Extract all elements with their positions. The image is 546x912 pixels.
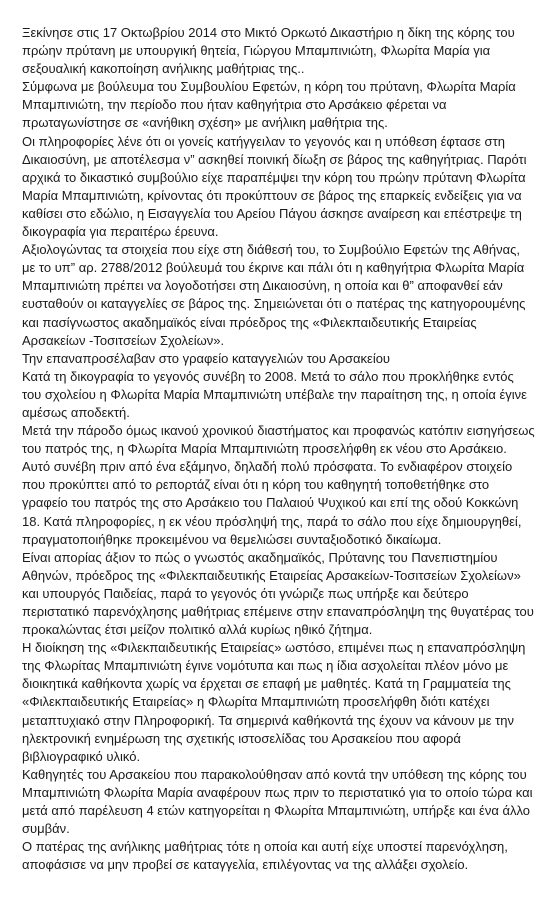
paragraph-resignation: Κατά τη δικογραφία το γεγονός συνέβη το 2008. Μετά το σάλο που προκλήθηκε εντός του σχολείου η Φλωρίτα Μαρία Μπαμπινιώτη υπέβαλε την παραίτηση της, η οποία έγινε αμέσως αποδεκτή. [22, 368, 527, 420]
paragraph-prosecution: Οι πληροφορίες λένε ότι οι γονείς κατήγγειλαν το γεγονός και η υπόθεση έφτασε στη Δικαιοσύνη, με αποτέλεσμα ν” ασκηθεί ποινική δίωξη σε βάρος της καθηγήτριας. Παρότι αρχικά το δικαστικό συμβούλιο είχε παραπέμψει την κόρη του πρώην πρύτανη Φλωρίτα Μαρία Μπαμπινιώτη, κρίνοντας ότι προκύπτουν σε βάρος της επαρκείς ενδείξεις για να καθίσει στο εδώλιο, η Εισαγγελία του Αρείου Πάγου άσκησε αναίρεση και επέστρεψε τη δικογραφία για περαιτέρω έρευνα. [22, 133, 527, 240]
paragraph-administration-response: Η διοίκηση της «Φιλεκπαιδευτικής Εταιρείας» ωστόσο, επιμένει πως η επαναπρόσληψη της Φλωρίτας Μπαμπινιώτη έγινε νομότυπα και πως η ίδια ασχολείται πλέον μόνο με διοικητικά καθήκοντα χωρίς να έρχεται σε επαφή με μαθητές. Κατά τη Γραμματεία της «Φιλεκπαιδευτικής Εταιρείας» η Φλωρίτα Μπαμπινιώτη προσελήφθη διότι κατέχει μεταπτυχιακό στην Πληροφορική. Τα σημερινά καθήκοντά της έχουν να κάνουν με την ηλεκτρονική ενημέρωση της σχετικής ιστοσελίδας του Αρσακείου που αφορά βιβλιογραφικό υλικό. [22, 640, 526, 764]
paragraph-father-decision: Ο πατέρας της ανήλικης μαθήτριας τότε η οποία και αυτή είχε υποστεί παρενόχληση, αποφάσισε να μην προβεί σε καταγγελία, επιλέγοντας να της αλλάξει σχολείο. [22, 839, 508, 873]
paragraph-rehiring: Μετά την πάροδο όμως ικανού χρονικού διαστήματος και προφανώς κατόπιν εισηγήσεως του πατρός της, η Φλωρίτα Μαρία Μπαμπινιώτη προσελήφθη εκ νέου στο Αρσάκειο. Αυτό συνέβη πριν από ένα εξάμηνο, δηλαδή πολύ πρόσφατα. Το ενδιαφέρον στοιχείο που προκύπτει από το ρεπορτάζ είναι ότι η κόρη του καθηγητή τοποθετήθηκε στο γραφείο του πατρός της στο Αρσάκειο του Παλαιού Ψυχικού και επί της οδού Κοκκώνη 18. Κατά πληροφορίες, η εκ νέου πρόσληψή της, παρά το σάλο που είχε δημιουργηθεί, πραγματοποιήθηκε προκειμένου να θεμελιώσει συνταξιοδοτικό δικαίωμα. [22, 423, 535, 547]
paragraph-trial-start: Ξεκίνησε στις 17 Οκτωβρίου 2014 στο Μικτό Ορκωτό Δικαστήριο η δίκη της κόρης του πρώην πρύτανη με υπουργική θητεία, Γιώργου Μπαμπινιώτη, Φλωρίτα Μαρία για σεξουαλική κακοποίηση ανήλικης μαθήτριας της.. [22, 25, 515, 77]
paragraph-teachers-account: Καθηγητές του Αρσακείου που παρακολούθησαν από κοντά την υπόθεση της κόρης του Μπαμπινιώτη Φλωρίτα Μαρία αναφέρουν πως πριν το περιστατικό για το οποίο τώρα και μετά από παρέλευση 4 ετών κατηγορείται η Φλωρίτα Μπαμπινιώτη, υπήρξε και ένα άλλο συμβάν. [22, 766, 533, 837]
paragraph-question: Είναι απορίας άξιον το πώς ο γνωστός ακαδημαϊκός, Πρύτανης του Πανεπιστημίου Αθηνών, πρόεδρος της «Φιλεκπαιδευτικής Εταιρείας Αρσακείων-Τοσιτσείων Σχολείων» και υπουργός Παιδείας, παρά το γεγονός ότι γνώριζε πως υπήρξε και δεύτερο περιστατικό παρενόχλησης μαθήτριας επέμεινε στην επαναπρόσληψη της θυγατέρας του προκαλώντας έτσι μείζον πολιτικό αλλά κυρίως ηθικό ζήτημα. [22, 549, 534, 638]
paragraph-rehired-subheading: Την επαναπροσέλαβαν στο γραφείο καταγγελιών του Αρσακείου [22, 350, 391, 366]
paragraph-appeals-decision: Αξιολογώντας τα στοιχεία που είχε στη διάθεσή του, το Συμβούλιο Εφετών της Αθήνας, με το υπ” αρ. 2788/2012 βούλευμά του έκρινε και πάλι ότι η καθηγήτρια Φλωρίτα Μαρία Μπαμπινιώτη πρέπει να λογοδοτήσει στη Δικαιοσύνη, η οποία και θ” αποφανθεί εάν ευσταθούν οι καταγγελίες σε βάρος της. Σημειώνεται ότι ο πατέρας της κατηγορουμένης και πασίγνωστος ακαδημαϊκός είναι πρόεδρος της «Φιλεκπαιδευτικής Εταιρείας Αρσακείων -Τοσιτσείων Σχολείων». [22, 242, 526, 348]
paragraph-council-ruling: Σύμφωνα με βούλευμα του Συμβουλίου Εφετών, η κόρη του πρύτανη, Φλωρίτα Μαρία Μπαμπινιώτη, την περίοδο που ήταν καθηγήτρια στο Αρσάκειο φέρεται να πρωταγωνίστησε σε «ανήθικη σχέση» με ανήλικη μαθήτρια της. [22, 79, 516, 131]
